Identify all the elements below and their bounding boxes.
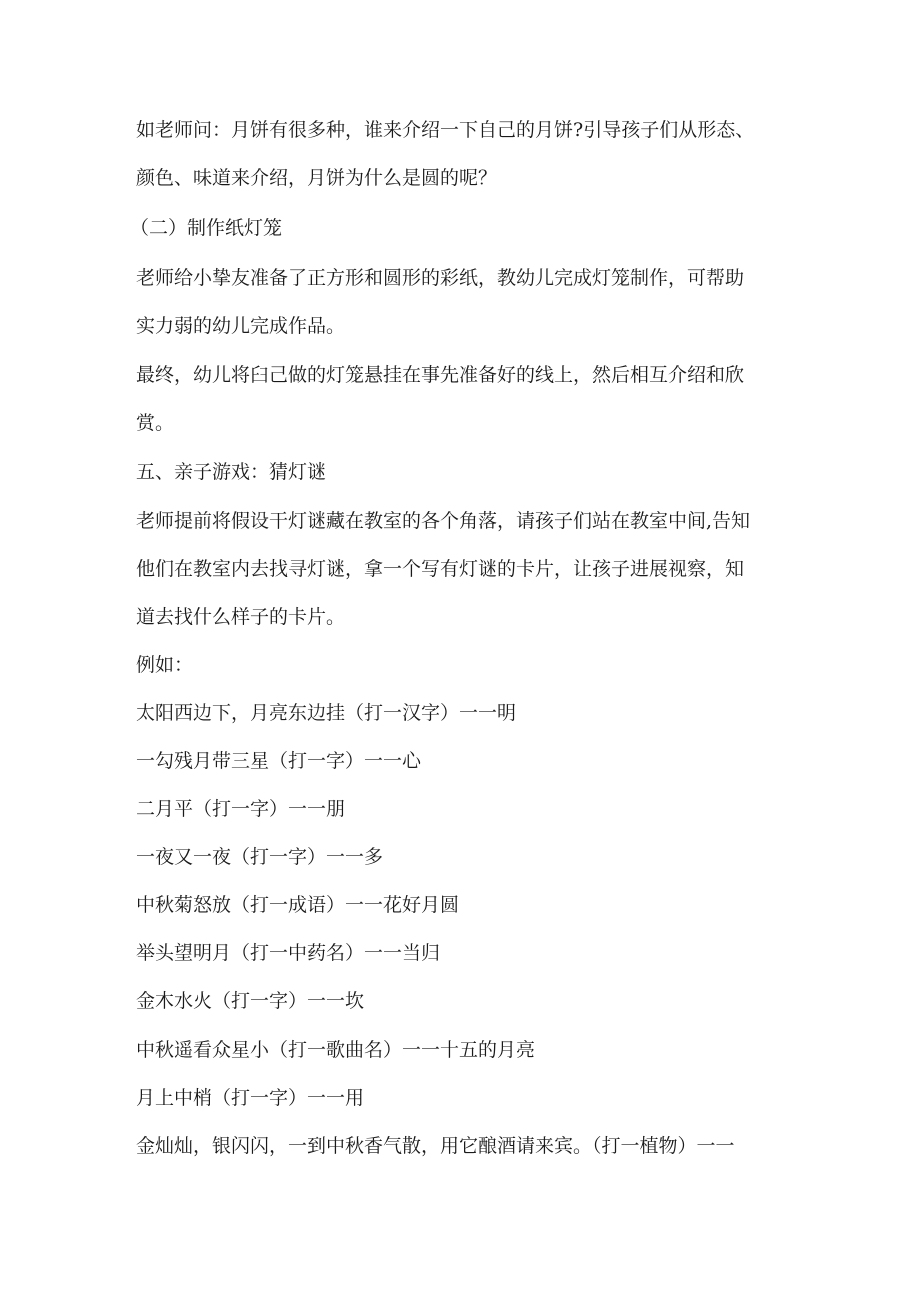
riddle-line: 举头望明月（打一中药名）一一当归 [136,942,441,964]
riddle-line: 金灿灿，银闪闪，一到中秋香气散，用它酿酒请来宾。（打一植物）一一 [136,1135,735,1157]
text-line: 例如： [136,654,194,676]
text-line: 老师给小挚友准备了正方形和圆形的彩纸，教幼儿完成灯笼制作，可帮助 [136,267,745,289]
riddle-line: 二月平（打一字）一一朋 [136,798,346,820]
text-line: 赏。 [136,412,175,434]
riddle-line: 一夜又一夜（打一字）一一多 [136,846,384,868]
section-heading: 五、亲子游戏：猜灯谜 [136,461,327,483]
riddle-line: 月上中梢（打一字）一一用 [136,1087,365,1109]
riddle-line: 中秋遥看众星小（打一歌曲名）一一十五的月亮 [136,1039,536,1061]
text-line: 最终，幼儿将臼己做的灯笼悬挂在事先准备好的线上，然后相互介绍和欣 [136,364,745,386]
text-line: 如老师问：月饼有很多种，谁来介绍一下自己的月饼?引导孩子们从形态、 [136,119,755,141]
text-line: 道去找什么样子的卡片。 [136,606,346,628]
riddle-line: 中秋菊怒放（打一成语）一一花好月圆 [136,894,460,916]
section-heading: （二）制作纸灯笼 [130,217,283,239]
text-line: 他们在教室内去找寻灯谜，拿一个写有灯谜的卡片，让孩子进展视察，知 [136,558,745,580]
riddle-line: 一勾残月带三星（打一字）一一心 [136,750,422,772]
text-line: 老师提前将假设干灯谜藏在教室的各个角落，请孩子们站在教室中间,告知 [136,510,751,532]
text-line: 颜色、味道来介绍，月饼为什么是圆的呢？ [136,167,498,189]
riddle-line: 金木水火（打一字）一一坎 [136,990,365,1012]
riddle-line: 太阳西边下，月亮东边挂（打一汉字）一一明 [136,702,517,724]
text-line: 实力弱的幼儿完成作品。 [136,315,346,337]
